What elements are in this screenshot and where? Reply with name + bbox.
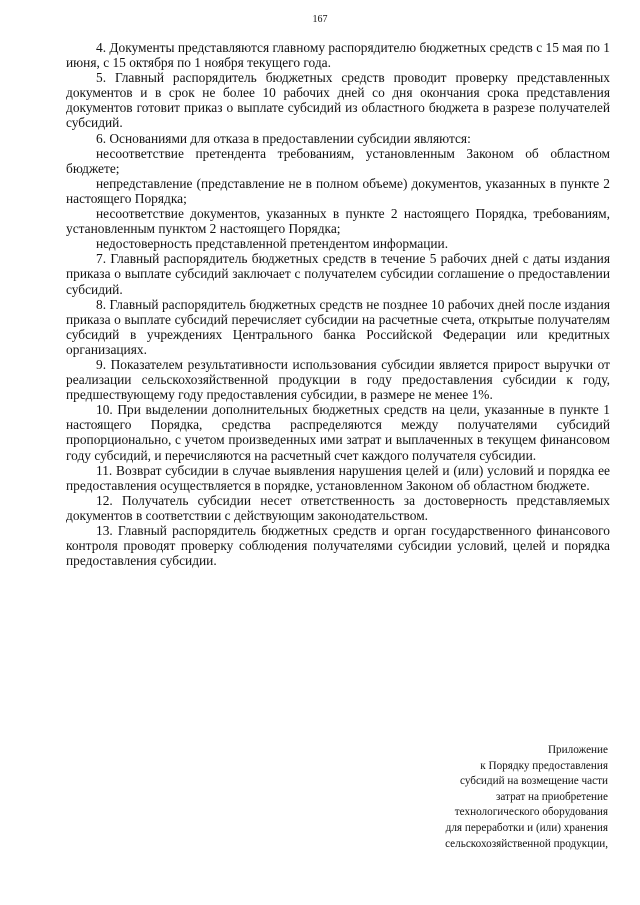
- document-body: [66, 40, 610, 568]
- paragraph-12: 12. Получатель субсидии несет ответственность за достоверность представляемых документов в соответствии с действующим законодательством.: [66, 492, 610, 523]
- appendix-line: затрат на приобретение: [495, 790, 608, 803]
- appendix-header: [348, 743, 608, 852]
- refusal-ground-1: несоответствие претендента требованиям, установленным Законом об областном бюджете;: [66, 145, 610, 176]
- refusal-ground-2: непредставление (представление не в полном объеме) документов, указанных в пункте 2 настоящего Порядка;: [66, 175, 610, 206]
- paragraph-8: 8. Главный распорядитель бюджетных средств не позднее 10 рабочих дней после издания приказа о выплате субсидий перечисляет субсидии на расчетные счета, открытые получателям субсидий в учреждениях Центрального банка Российской Федерации или кредитных организациях.: [66, 296, 610, 357]
- refusal-ground-3: несоответствие документов, указанных в пункте 2 настоящего Порядка, требованиям, установленным пунктом 2 настоящего Порядка;: [66, 206, 610, 237]
- appendix-line: к Порядку предоставления: [480, 759, 608, 772]
- appendix-line: технологического оборудования: [454, 806, 608, 819]
- paragraph-4: 4. Документы представляются главному распорядителю бюджетных средств с 15 мая по 1 июня, с 15 октября по 1 ноября текущего года.: [66, 40, 610, 71]
- paragraph-9: 9. Показателем результативности использования субсидии является прирост выручки от реализации сельскохозяйственной продукции в году предоставления субсидии к году, предшествующему году предоставления субсидии, в размере не менее 1%.: [66, 356, 610, 403]
- paragraph-13: 13. Главный распорядитель бюджетных средств и орган государственного финансового контроля проводят проверку соблюдения получателями субсидии условий, целей и порядка предоставления субсидии.: [66, 523, 610, 569]
- paragraph-10: 10. При выделении дополнительных бюджетных средств на цели, указанные в пункте 1 настоящего Порядка, средства распределяются между получателями субсидий пропорционально, с учетом произведенных ими затрат и выплаченных в текущем финансовом году субсидий, и перечисляются на расчетный счет каждого получателя субсидии.: [66, 402, 610, 463]
- appendix-line: сельскохозяйственной продукции,: [445, 837, 608, 850]
- appendix-line: субсидий на возмещение части: [460, 775, 608, 788]
- paragraph-11: 11. Возврат субсидии в случае выявления нарушения целей и (или) условий и порядка ее предоставления осуществляется в порядке, установленном Законом об областном бюджете.: [66, 462, 610, 493]
- paragraph-7: 7. Главный распорядитель бюджетных средств в течение 5 рабочих дней с даты издания приказа о выплате субсидий заключает с получателем субсидии соглашение о предоставлении субсидий.: [66, 251, 610, 297]
- appendix-line: Приложение: [547, 744, 608, 756]
- appendix-line: для переработки и (или) хранения: [445, 821, 608, 834]
- paragraph-5: 5. Главный распорядитель бюджетных средств проводит проверку представленных документов и в срок не более 10 рабочих дней со дня окончания срока представления документов готовит приказ о выплате субсидий из областного бюджета в разрезе получателей субсидий.: [66, 70, 610, 131]
- page-number: 167: [312, 14, 328, 25]
- paragraph-6: 6. Основаниями для отказа в предоставлении субсидии являются:: [96, 130, 471, 146]
- refusal-ground-4: недостоверность представленной претендентом информации.: [96, 236, 449, 252]
